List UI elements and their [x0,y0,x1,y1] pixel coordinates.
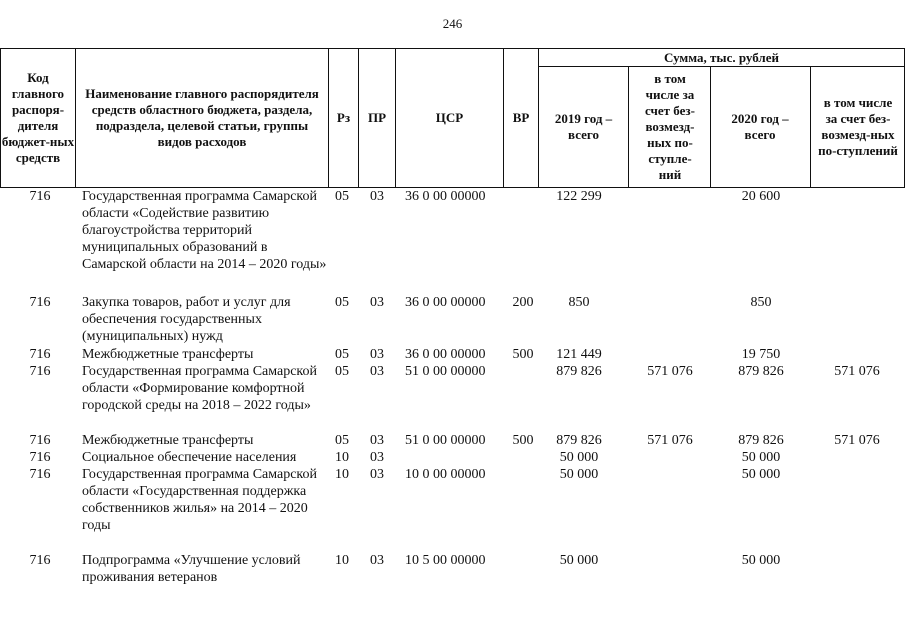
row-name: Государственная программа Самарской области «Государственная поддержка собственников жилья» на 2014 – 2020 годы [82,467,318,533]
row-pr: 03 [370,189,384,204]
row-code: 716 [29,450,51,465]
table-row [0,552,905,586]
row-pr: 03 [370,553,384,568]
row-sum-2020: 20 600 [741,189,781,204]
row-name: Межбюджетные трансферты [82,347,254,362]
row-pr: 03 [370,347,384,362]
row-name: Подпрограмма «Улучшение условий проживания ветеранов [82,553,301,585]
row-free-2020: 571 076 [834,433,880,448]
row-vr: 200 [512,295,534,310]
row-free-2020: 571 076 [834,364,880,379]
row-rz: 05 [335,347,349,362]
row-name: Социальное обеспечение населения [82,450,297,465]
row-sum-2020: 50 000 [741,467,781,482]
row-code: 716 [29,467,51,482]
table-row [0,466,905,552]
row-pr: 03 [370,433,384,448]
table-row [0,449,905,466]
header-rz: Рз [336,110,351,125]
table-body [0,188,905,586]
header-pr: ПР [367,110,387,125]
row-rz: 05 [335,433,349,448]
row-sum-2019: 879 826 [556,433,602,448]
row-sum-2019: 850 [568,295,590,310]
table-row [0,432,905,449]
header-free-2019: в том числе за счет без-возмезд-ных по-ступле-ний [645,71,695,182]
table-row [0,188,905,294]
header-sum-2019: 2019 год – всего [554,111,613,142]
header-csr: ЦСР [435,110,464,125]
page-number: 246 [442,16,463,31]
row-code: 716 [29,364,51,379]
row-rz: 10 [335,467,349,482]
row-sum-2019: 50 000 [559,553,599,568]
row-code: 716 [29,189,51,204]
row-pr: 03 [370,295,384,310]
row-pr: 03 [370,364,384,379]
row-sum-2019: 879 826 [556,364,602,379]
row-pr: 03 [370,450,384,465]
row-rz: 05 [335,364,349,379]
row-sum-2020: 19 750 [741,347,781,362]
row-sum-2020: 879 826 [738,364,784,379]
row-pr: 03 [370,467,384,482]
row-free-2019: 571 076 [647,364,693,379]
row-rz: 10 [335,450,349,465]
header-code: Код главного распоря-дителя бюджет-ных средств [1,70,75,165]
table-row [0,346,905,363]
row-sum-2019: 50 000 [559,450,599,465]
row-vr: 500 [512,347,534,362]
row-rz: 10 [335,553,349,568]
row-code: 716 [29,347,51,362]
row-code: 716 [29,295,51,310]
row-csr: 36 0 00 00000 [405,295,486,310]
row-sum-2019: 50 000 [559,467,599,482]
table-row [0,294,905,346]
table-header [0,48,905,188]
row-code: 716 [29,433,51,448]
table-row [0,363,905,432]
row-sum-2019: 121 449 [556,347,602,362]
row-sum-2020: 50 000 [741,450,781,465]
row-sum-2020: 50 000 [741,553,781,568]
row-code: 716 [29,553,51,568]
row-csr: 36 0 00 00000 [405,347,486,362]
row-vr: 500 [512,433,534,448]
header-vr: ВР [512,110,530,125]
col-rule [628,66,629,188]
row-name: Межбюджетные трансферты [82,433,254,448]
header-sum-group: Сумма, тыс. рублей [664,49,779,65]
header-free-2020: в том числе за счет без-возмезд-ных по-ступлений [818,95,898,158]
row-name: Закупка товаров, работ и услуг для обеспечения государственных (муниципальных) нужд [82,295,291,344]
row-name: Государственная программа Самарской области «Содействие развитию благоустройства территорий муниципальных образований в Самарской области на 2014 – 2020 годы» [82,189,327,272]
header-sum-2020: 2020 год – всего [731,111,789,142]
row-csr: 51 0 00 00000 [405,364,486,379]
row-csr: 36 0 00 00000 [405,189,486,204]
row-csr: 10 0 00 00000 [405,467,486,482]
row-name: Государственная программа Самарской области «Формирование комфортной городской среды на 2018 – 2022 годы» [82,364,318,413]
row-free-2019: 571 076 [647,433,693,448]
col-rule [75,48,76,188]
row-csr: 51 0 00 00000 [405,433,486,448]
row-rz: 05 [335,189,349,204]
row-sum-2020: 850 [750,295,772,310]
row-csr: 10 5 00 00000 [405,553,486,568]
row-sum-2020: 879 826 [738,433,784,448]
row-sum-2019: 122 299 [556,189,602,204]
col-rule [710,66,711,188]
row-rz: 05 [335,295,349,310]
header-name: Наименование главного распорядителя средств областного бюджета, раздела, подраздела, целевой статьи, группы видов расходов [85,86,319,149]
col-rule [810,66,811,188]
